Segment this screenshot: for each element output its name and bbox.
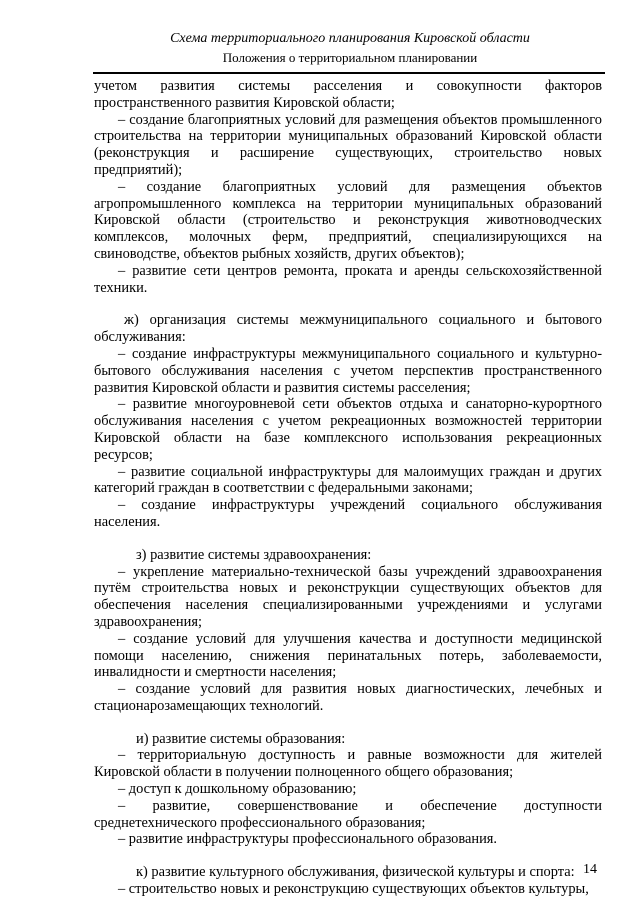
list-item: – создание благоприятных условий для размещения объектов промышленного строительства на территории муниципальных образований Кировской области (реконструкция и расширение существующих, строительство новых предприятий); [94,111,602,178]
list-item: – создание инфраструктуры межмуниципального социального и культурно-бытового обслуживания населения с учетом перспектив пространственного развития Кировской области и развития системы расселения; [94,345,602,396]
list-item: – развитие, совершенствование и обеспечение доступности среднетехнического профессионального образования; [94,797,602,831]
document-body [94,78,602,898]
list-item: – развитие инфраструктуры профессионального образования. [118,831,497,848]
list-item: – укрепление материально-технической базы учреждений здравоохранения путём строительства новых и реконструкции существующих объектов для обеспечения населения специализированными учреждениями и услугами здравоохранения; [94,563,602,630]
section-heading: к) развитие культурного обслуживания, физической культуры и спорта: [136,864,575,881]
list-item: – создание условий для улучшения качества и доступности медицинской помощи населению, снижения перинатальных потерь, заболеваемости, инвалидности и смертности населения; [94,630,602,681]
document-title: Схема территориального планирования Кировской области [170,31,530,46]
list-item: – создание условий для развития новых диагностических, лечебных и стационарозамещающих технологий. [94,681,602,714]
list-item: – развитие многоуровневой сети объектов отдыха и санаторно-курортного обслуживания населения с учетом рекреационных возможностей территории Кировской области на базе комплексного использования рекреационных ресурсов; [94,396,602,463]
list-item: – развитие сети центров ремонта, проката и аренды сельскохозяйственной техники. [94,262,602,296]
document-subtitle: Положения о территориальном планировании [222,50,478,65]
section-heading: и) развитие системы образования: [136,730,346,747]
section-heading: з) развитие системы здравоохранения: [136,546,372,563]
page-header [95,30,605,66]
list-item: – строительство новых и реконструкцию существующих объектов культуры, [118,881,589,898]
list-item: – создание инфраструктуры учреждений социального обслуживания населения. [94,497,602,530]
list-item: – доступ к дошкольному образованию; [118,781,357,798]
paragraph: учетом развития системы расселения и совокупности факторов пространственного развития Кировской области; [94,78,602,111]
section-heading: ж) организация системы межмуниципального социального и бытового обслуживания: [94,312,602,346]
list-item: – территориальную доступность и равные возможности для жителей Кировской области в получении полноценного общего образования; [94,747,602,781]
list-item: – создание благоприятных условий для размещения объектов агропромышленного комплекса на территории муниципальных образований Кировской области (строительство и реконструкция животноводческих комплексов, молочных ферм, предприятий, специализирующихся на свиноводстве, объектов рыбных хозяйств, других объектов); [94,178,602,262]
page-number: 14 [583,862,597,877]
header-rule [93,72,605,74]
list-item: – развитие социальной инфраструктуры для малоимущих граждан и других категорий граждан в соответствии с федеральными законами; [94,463,602,497]
